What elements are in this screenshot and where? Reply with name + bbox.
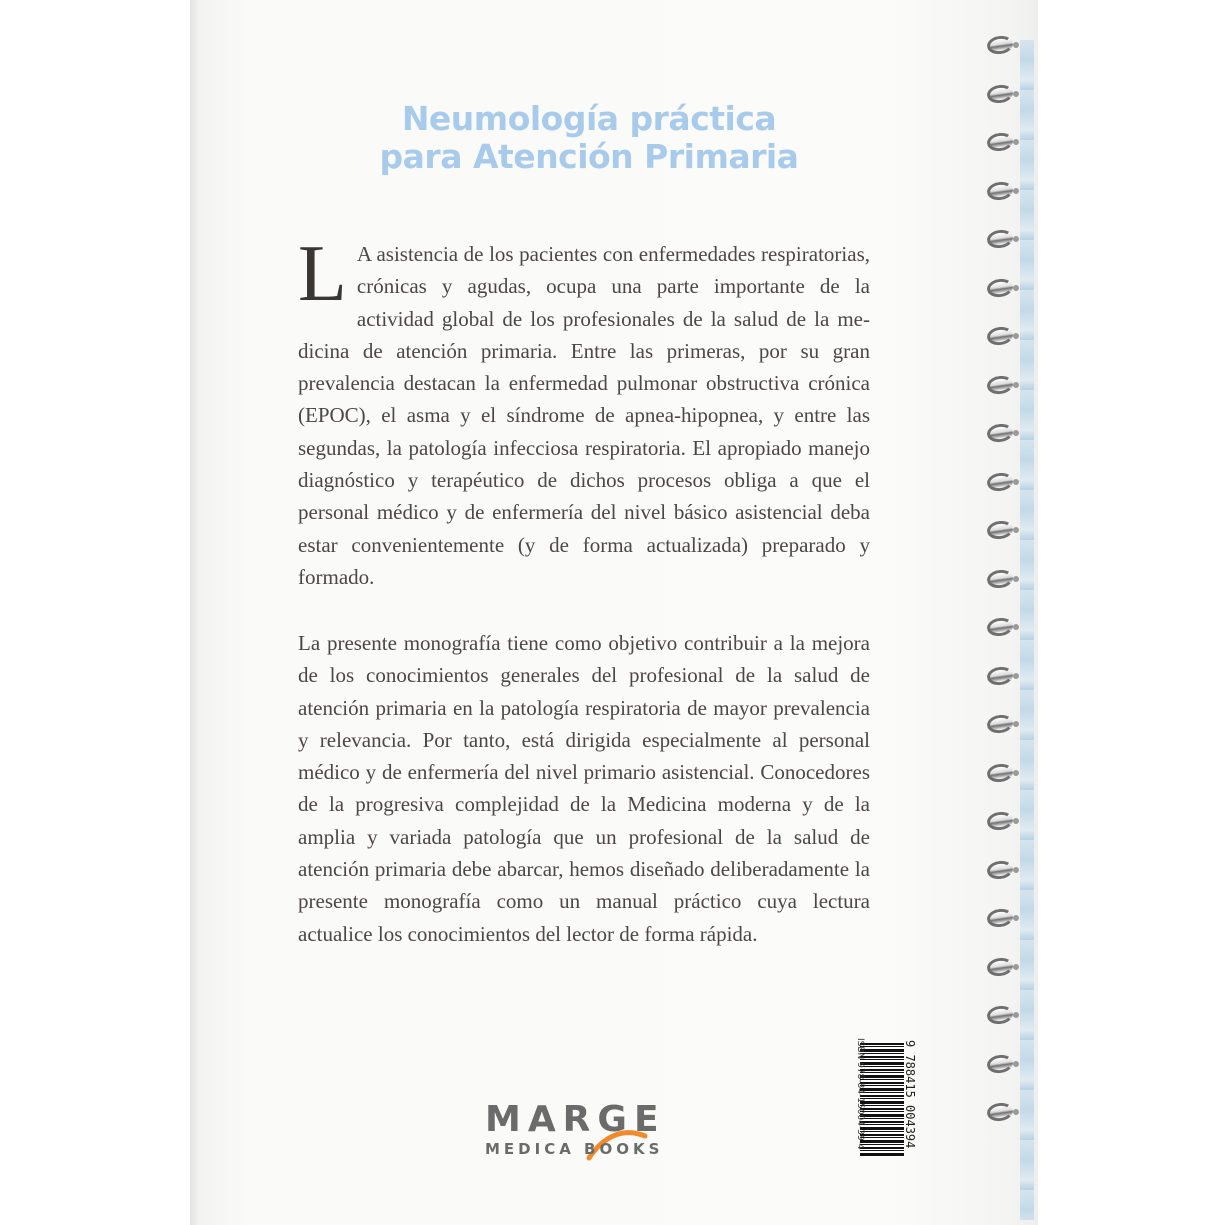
spiral-ring: [985, 325, 1017, 347]
spiral-ring: [985, 228, 1017, 250]
isbn-text: ISBN 978-84-15004-39-4: [855, 1038, 865, 1150]
publisher-logo: [485, 1100, 675, 1162]
barcode-bars: [860, 1043, 904, 1157]
spiral-ring: [985, 131, 1017, 153]
spiral-ring: [985, 956, 1017, 978]
spiral-ring: [985, 180, 1017, 202]
paragraph-1: [298, 230, 870, 593]
spiral-ring: [985, 859, 1017, 881]
spiral-ring: [985, 1101, 1017, 1123]
logo-subtitle: MEDICA BOOKS: [485, 1140, 664, 1158]
spiral-ring: [985, 83, 1017, 105]
spiral-ring: [985, 665, 1017, 687]
spiral-ring: [985, 422, 1017, 444]
paragraph-1-text: A asistencia de los pacientes con enfermedades respiratorias, crónicas y agudas, ocupa una parte importante de la actividad global de los profesionales de la salud de la medicina de atención primaria. Entre las primeras, por su gran prevalencia destacan la enfermedad pulmonar obstructiva crónica (EPOC), el asma y el síndrome de apnea-hipopnea, y entre las segundas, la patología infecciosa respiratoria. El apropiado manejo diagnóstico y terapéutico de dichos procesos obliga a que el personal médico y de enfermería del nivel básico asistencial deba estar convenientemente (y de forma actualizada) preparado y formado.: [298, 242, 870, 589]
spiral-ring: [985, 374, 1017, 396]
spiral-ring: [985, 1004, 1017, 1026]
spiral-ring: [985, 1053, 1017, 1075]
spiral-ring: [985, 810, 1017, 832]
barcode-digits: 9 788415 004394: [903, 1040, 917, 1149]
title-line-2: para Atención Primaria: [379, 137, 799, 176]
title-line-1: Neumología práctica: [401, 99, 777, 138]
logo-wordmark: MARGE: [485, 1099, 666, 1140]
spiral-ring: [985, 471, 1017, 493]
spiral-ring: [985, 277, 1017, 299]
spiral-ring: [985, 713, 1017, 735]
drop-cap: L: [298, 230, 347, 318]
isbn-barcode: [855, 1038, 922, 1157]
spiral-binding: [985, 34, 1025, 1194]
paragraph-2: La presente monografía tiene como objetivo contribuir a la mejora de los conocimientos generales del profesional de la salud de atención primaria en la patología respiratoria de mayor prevalencia y relevancia. Por tanto, está dirigida especialmente al personal médico y de enfermería del nivel primario asistencial. Conocedores de la progresiva complejidad de la Medicina moderna y de la amplia y variada patología que un profesional de la salud de atención primaria debe abarcar, hemos diseñado deliberadamente la presente monografía como un manual práctico cuya lectura actualice los conocimientos del lector de forma rápida.: [298, 631, 870, 946]
spiral-ring: [985, 34, 1017, 56]
spiral-ring: [985, 519, 1017, 541]
spiral-ring: [985, 907, 1017, 929]
spiral-ring: [985, 616, 1017, 638]
spiral-ring: [985, 762, 1017, 784]
spiral-ring: [985, 568, 1017, 590]
